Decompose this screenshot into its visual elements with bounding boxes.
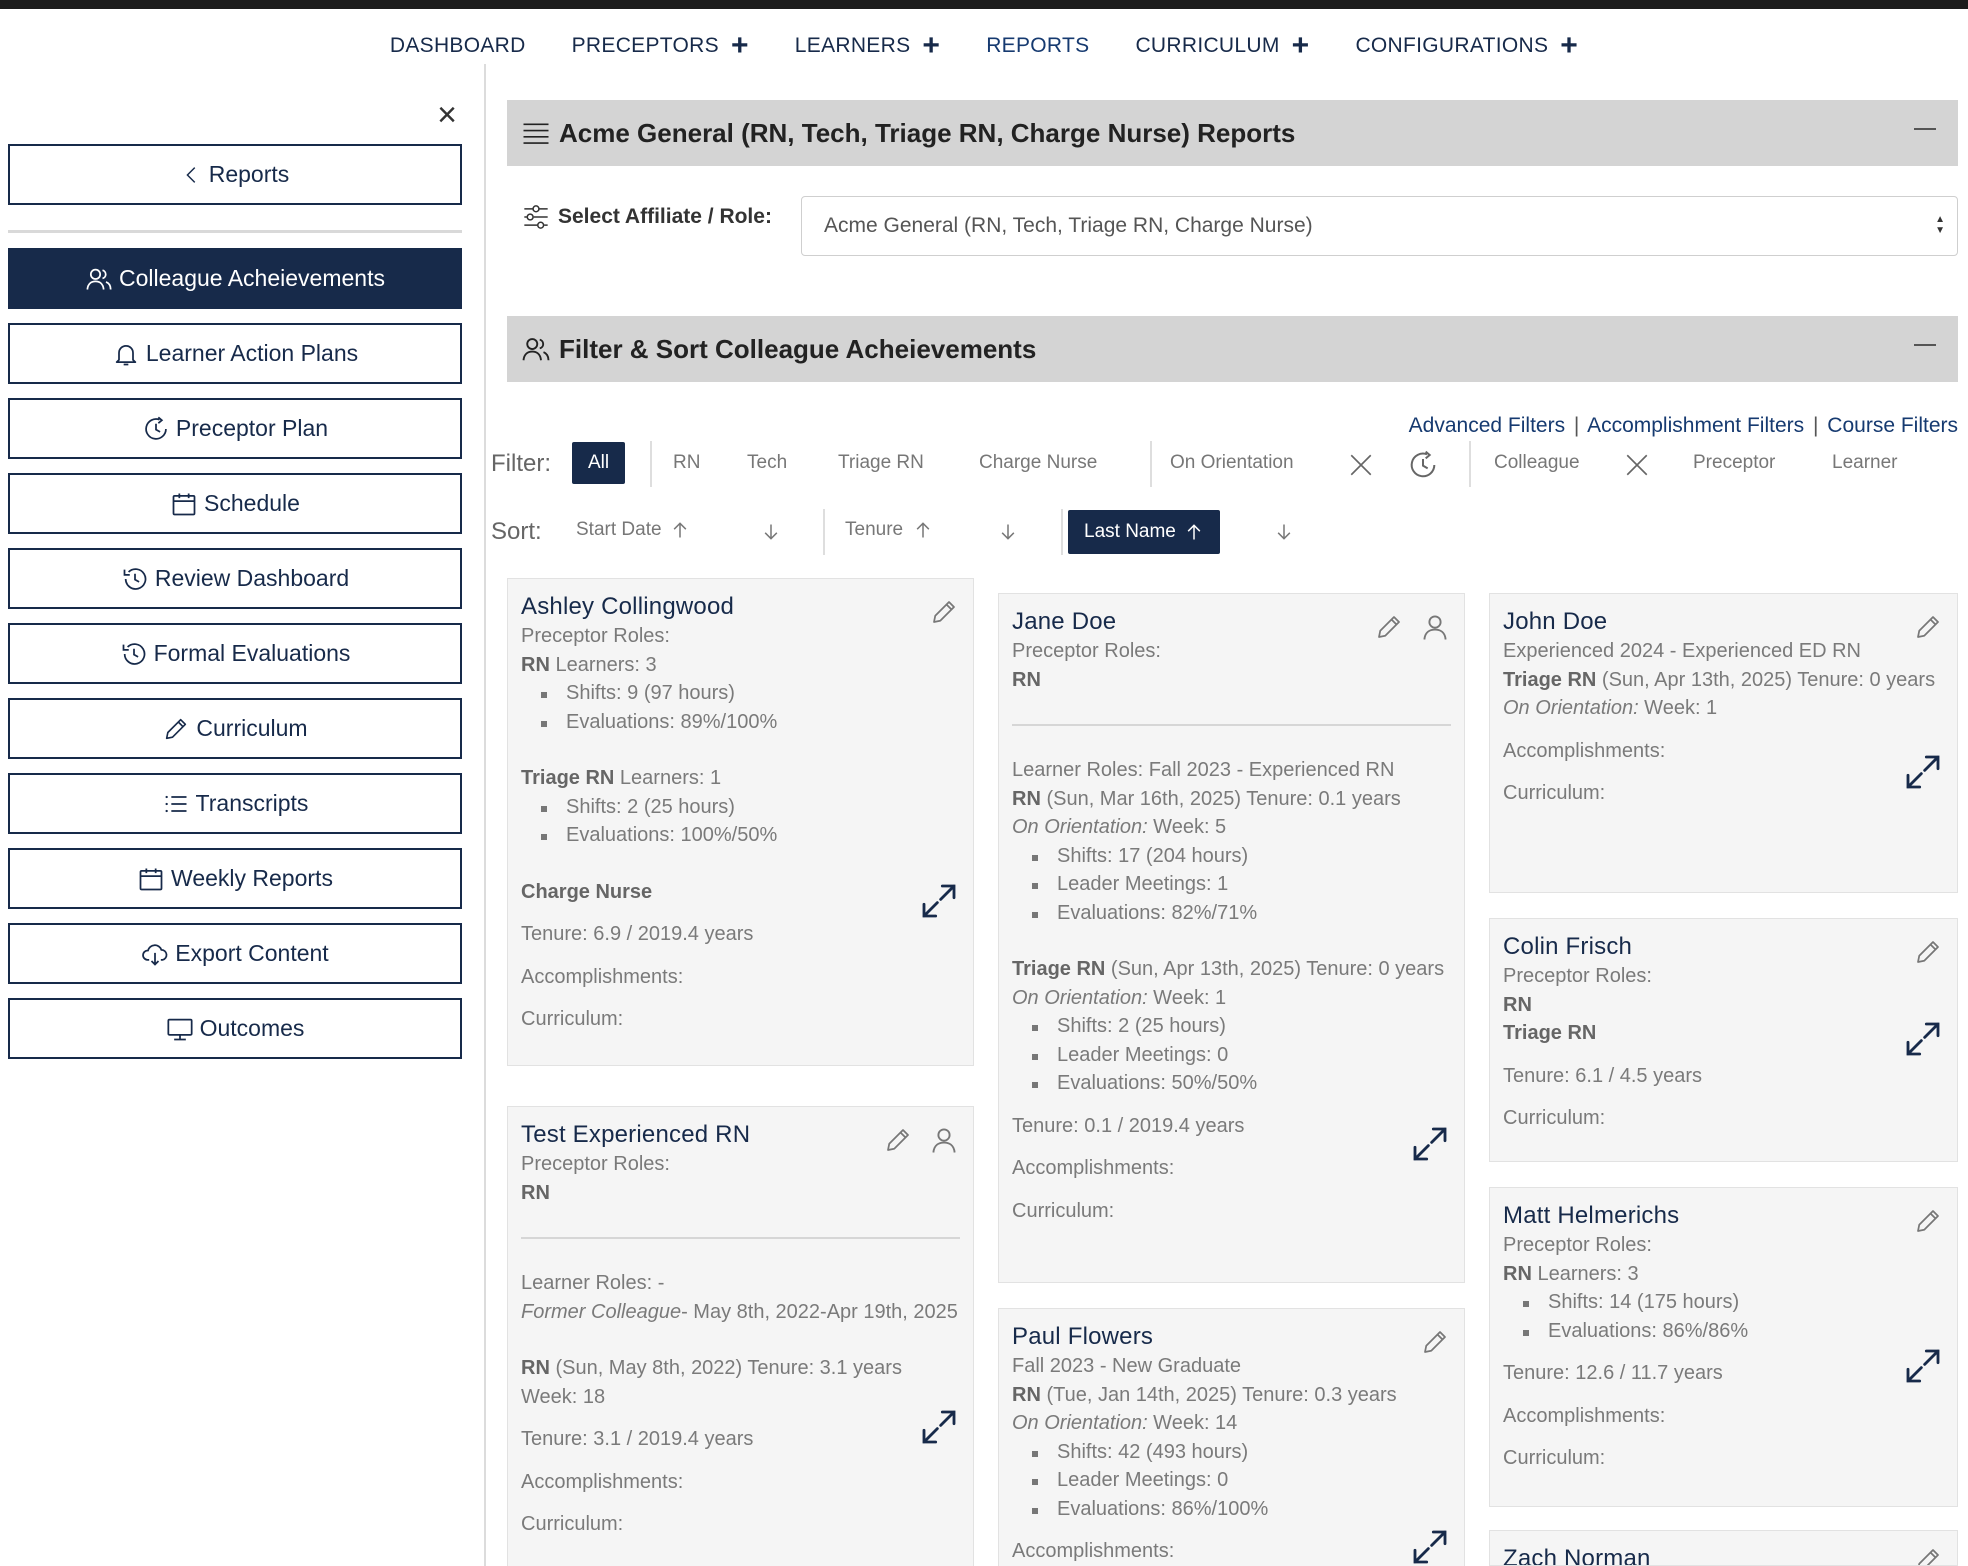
list-item: Evaluations: 89%/100% [566, 708, 960, 737]
accomplishments-label: Accomplishments: [1503, 1404, 1666, 1427]
card-divider [521, 1237, 960, 1239]
filter-triage-rn-chip[interactable]: Triage RN [838, 452, 924, 473]
affiliate-role-select[interactable] [801, 196, 1958, 256]
filter-divider [1150, 441, 1152, 487]
clear-orientation-x-icon[interactable] [1348, 452, 1374, 478]
role-name: Triage RN [1012, 958, 1106, 980]
filter-tech-chip[interactable]: Tech [747, 452, 788, 473]
users-icon [85, 265, 113, 293]
colleague-card-john-doe [1489, 593, 1958, 893]
role-line [521, 651, 960, 680]
on-orientation-label: On Orientation: [1012, 1412, 1148, 1434]
sidebar-border [484, 64, 486, 1566]
filter-divider [650, 441, 652, 487]
orientation-line [1012, 984, 1451, 1013]
cloud-download-icon [141, 940, 169, 968]
expand-icon[interactable] [919, 1407, 959, 1447]
sidebar-item-transcripts[interactable] [8, 773, 462, 834]
orientation-line [1503, 694, 1944, 723]
sidebar-item-preceptor-plan[interactable] [8, 398, 462, 459]
card-actions [1897, 1545, 1943, 1566]
sidebar-item-export-content[interactable] [8, 923, 462, 984]
filter-links [1409, 414, 1958, 438]
role-name: Triage RN [1503, 1022, 1597, 1044]
tenure-text: Tenure: 3.1 / 2019.4 years [521, 1428, 754, 1450]
calendar-icon [170, 490, 198, 518]
tenure-text: Tenure: 0.1 / 2019.4 years [1012, 1114, 1245, 1137]
role-detail: (Sun, Mar 16th, 2025) Tenure: 0.1 years [1040, 787, 1401, 810]
card-actions [913, 597, 959, 627]
list-item: Shifts: 2 (25 hours) [1057, 1012, 1451, 1041]
group-text: Experienced 2024 - Experienced ED RN [1503, 640, 1861, 662]
history-icon [121, 565, 149, 593]
colleague-card-jane-doe [998, 593, 1465, 1283]
accomplishments-label: Accomplishments: [1503, 739, 1666, 762]
filter-learner-chip[interactable]: Learner [1832, 452, 1898, 473]
colleague-name[interactable]: Matt Helmerichs [1503, 1202, 1680, 1229]
card-divider [1012, 724, 1451, 726]
bell-icon [112, 340, 140, 368]
colleague-card-paul-flowers [998, 1308, 1465, 1566]
curriculum-label: Curriculum: [521, 1008, 624, 1030]
top-bar [0, 0, 1968, 9]
filter-colleague-chip[interactable]: Colleague [1494, 452, 1580, 473]
curriculum-label: Curriculum: [1503, 1107, 1606, 1129]
stats-list [1012, 842, 1451, 928]
role-detail: (Tue, Jan 14th, 2025) Tenure: 0.3 years [1040, 1383, 1397, 1406]
nav-dashboard[interactable] [390, 34, 526, 58]
curriculum-label: Curriculum: [1503, 782, 1606, 804]
course-filters-link[interactable]: Course Filters [1827, 414, 1958, 437]
plus-icon[interactable]: + [730, 29, 749, 62]
sort-tenure-asc[interactable] [845, 519, 933, 541]
role-line [521, 1354, 960, 1383]
role-name: RN [1503, 993, 1532, 1016]
role-line [1503, 1260, 1944, 1289]
colleague-card-colin-frisch [1489, 918, 1958, 1162]
pencil-icon [162, 715, 190, 743]
role-detail: (Sun, Apr 13th, 2025) Tenure: 0 years [1596, 668, 1936, 691]
week-text: Week: 18 [521, 1385, 606, 1408]
role-name: RN [521, 653, 550, 676]
plus-icon[interactable]: + [1560, 29, 1579, 62]
clock-refresh-icon [142, 415, 170, 443]
role-line [521, 878, 960, 907]
colleague-name[interactable]: Test Experienced RN [521, 1121, 751, 1148]
role-name: Charge Nurse [521, 880, 653, 903]
nav-reports-label: REPORTS [986, 34, 1090, 57]
former-colleague-dates: - May 8th, 2022-Apr 19th, 2025 [681, 1300, 958, 1323]
role-name: RN [521, 1357, 550, 1379]
list-item: Shifts: 2 (25 hours) [566, 793, 960, 822]
pencil-icon[interactable] [1913, 612, 1943, 642]
list-item: Leader Meetings: 1 [1057, 870, 1451, 899]
card-actions [1897, 1206, 1943, 1236]
back-label: Reports [208, 161, 290, 187]
calendar-icon [137, 865, 165, 893]
learner-count: Learners: 3 [1531, 1262, 1639, 1285]
role-line [1503, 666, 1944, 695]
list-item: Evaluations: 86%/100% [1057, 1495, 1451, 1524]
reset-filter-icon[interactable] [1407, 449, 1439, 481]
preceptor-roles-label: Preceptor Roles: [1503, 1234, 1652, 1256]
colleague-card-zach-norman [1489, 1530, 1958, 1566]
menu-icon [521, 118, 551, 148]
expand-icon[interactable] [1903, 1019, 1943, 1059]
list-item: Shifts: 14 (175 hours) [1548, 1288, 1944, 1317]
role-line [1012, 1381, 1451, 1410]
pencil-icon[interactable] [1420, 1327, 1450, 1357]
role-name: Triage RN [1503, 668, 1597, 691]
pencil-icon[interactable] [1913, 1545, 1943, 1566]
role-line [1503, 1019, 1944, 1048]
colleague-name[interactable]: Paul Flowers [1012, 1323, 1154, 1350]
arrow-up-icon [913, 520, 933, 540]
close-icon[interactable]: × [437, 96, 457, 134]
card-actions [1897, 612, 1943, 642]
stats-list [1503, 1288, 1944, 1345]
filter-preceptor-chip[interactable]: Preceptor [1693, 452, 1776, 473]
filter-label: Filter: [491, 450, 551, 477]
sidebar-item-weekly-reports[interactable] [8, 848, 462, 909]
tenure-text: Tenure: 12.6 / 11.7 years [1503, 1362, 1723, 1384]
role-line [1012, 785, 1451, 814]
sidebar-item-formal-evaluations[interactable] [8, 623, 462, 684]
sidebar-item-label: Learner Action Plans [145, 340, 359, 366]
on-orientation-label: On Orientation: [1012, 816, 1148, 838]
select-arrows-icon: ▲ ▼ [1935, 214, 1945, 236]
nav-learners-label: LEARNERS [794, 34, 911, 57]
reports-section-header[interactable] [507, 100, 1958, 166]
former-colleague-line [521, 1298, 960, 1327]
pencil-icon[interactable] [883, 1125, 913, 1155]
role-line [1012, 955, 1451, 984]
sidebar-item-curriculum[interactable] [8, 698, 462, 759]
arrow-up-icon [1184, 522, 1204, 542]
on-orientation-label: On Orientation: [1012, 986, 1148, 1009]
list-item: Leader Meetings: 0 [1057, 1466, 1451, 1495]
sidebar-divider [8, 230, 462, 233]
role-name: RN [521, 1181, 550, 1204]
sort-last-name-label: Last Name [1084, 521, 1176, 542]
learner-count: Learners: 1 [614, 767, 722, 789]
expand-icon[interactable] [1903, 752, 1943, 792]
learner-count: Learners: 3 [549, 653, 657, 676]
role-name: RN [1503, 1262, 1532, 1285]
colleague-card-ashley-collingwood [507, 578, 974, 1066]
role-detail: (Sun, May 8th, 2022) Tenure: 3.1 years [549, 1357, 902, 1379]
role-line [521, 1179, 960, 1208]
nav-dashboard-label: DASHBOARD [389, 34, 526, 57]
expand-icon[interactable] [919, 881, 959, 921]
sidebar-item-label: Schedule [204, 490, 300, 516]
sliders-icon [522, 203, 550, 231]
preceptor-roles-label: Preceptor Roles: [521, 625, 670, 647]
week-text: Week: 1 [1147, 986, 1227, 1009]
sidebar-item-label: Weekly Reports [171, 865, 333, 891]
week-text: Week: 14 [1147, 1412, 1238, 1434]
sidebar-item-learner-action-plans[interactable] [8, 323, 462, 384]
stats-list [1012, 1438, 1451, 1524]
collapse-icon[interactable] [1914, 344, 1936, 346]
filter-on-orientation-chip[interactable]: On Orientation [1170, 452, 1294, 473]
plus-icon[interactable]: + [1291, 29, 1310, 62]
history-icon [120, 640, 148, 668]
sort-label: Sort: [491, 518, 542, 545]
role-detail: (Sun, Apr 13th, 2025) Tenure: 0 years [1105, 958, 1445, 980]
colleague-name[interactable]: John Doe [1503, 608, 1608, 635]
accomplishment-filters-link[interactable]: Accomplishment Filters [1587, 414, 1805, 437]
filter-all-chip[interactable]: All [572, 442, 625, 484]
nav-reports[interactable] [986, 34, 1089, 58]
week-text: Week: 1 [1638, 697, 1718, 719]
nav-learners[interactable] [795, 31, 940, 61]
nav-preceptors-label: PRECEPTORS [571, 34, 719, 57]
list-item: Shifts: 9 (97 hours) [566, 679, 960, 708]
colleague-name[interactable]: Zach Norman [1503, 1545, 1651, 1566]
orientation-line [1012, 813, 1451, 842]
link-separator: | [1573, 414, 1580, 437]
list-item: Evaluations: 100%/50% [566, 821, 960, 850]
role-name: Triage RN [521, 767, 615, 789]
tenure-text: Tenure: 6.9 / 2019.4 years [521, 923, 754, 945]
sidebar-item-label: Colleague Acheievements [119, 265, 385, 291]
pencil-icon[interactable] [929, 597, 959, 627]
reports-section-title: Acme General (RN, Tech, Triage RN, Charge Nurse) Reports [559, 117, 1296, 148]
accomplishments-label: Accomplishments: [1012, 1157, 1175, 1179]
former-colleague-label: Former Colleague [521, 1300, 682, 1323]
affiliate-role-label [522, 203, 772, 231]
card-actions [1404, 1327, 1450, 1357]
on-orientation-label: On Orientation: [1503, 697, 1639, 719]
user-icon[interactable] [929, 1125, 959, 1155]
arrow-up-icon [670, 520, 690, 540]
main-nav [0, 20, 1968, 72]
list-item: Shifts: 17 (204 hours) [1057, 842, 1451, 871]
list-icon [162, 790, 190, 818]
card-actions [1358, 612, 1450, 642]
role-line [1012, 666, 1451, 695]
clear-colleague-x-icon[interactable] [1624, 452, 1650, 478]
list-item: Shifts: 42 (493 hours) [1057, 1438, 1451, 1467]
stats-list [521, 679, 960, 736]
stats-list [521, 793, 960, 850]
expand-icon[interactable] [1903, 1346, 1943, 1386]
sort-start-date-desc-arrow-icon[interactable] [761, 522, 781, 542]
select-label-text: Select Affiliate / Role: [558, 205, 772, 228]
sidebar-item-review-dashboard[interactable] [8, 548, 462, 609]
filter-section-header[interactable] [507, 316, 1958, 382]
colleague-name[interactable]: Colin Frisch [1503, 933, 1633, 960]
pencil-icon[interactable] [1913, 937, 1943, 967]
advanced-filters-link[interactable]: Advanced Filters [1408, 414, 1566, 437]
colleague-name[interactable]: Ashley Collingwood [521, 593, 735, 620]
card-actions [1897, 937, 1943, 967]
nav-configurations-label: CONFIGURATIONS [1355, 34, 1549, 57]
user-icon[interactable] [1420, 612, 1450, 642]
select-value: Acme General (RN, Tech, Triage RN, Charge Nurse) [824, 214, 1313, 237]
sidebar-item-outcomes[interactable] [8, 998, 462, 1059]
role-line [521, 764, 960, 793]
accomplishments-label: Accomplishments: [521, 1470, 684, 1493]
week-text: Week: 5 [1147, 816, 1227, 838]
learner-roles-label: Learner Roles: - [521, 1272, 665, 1294]
sort-start-date-asc[interactable] [576, 519, 690, 541]
filter-divider [1469, 441, 1471, 487]
list-item: Leader Meetings: 0 [1057, 1041, 1451, 1070]
expand-icon[interactable] [1410, 1527, 1450, 1566]
sidebar-item-label: Curriculum [196, 715, 308, 741]
orientation-line [1012, 1409, 1451, 1438]
nav-curriculum[interactable] [1135, 31, 1309, 61]
nav-curriculum-label: CURRICULUM [1135, 34, 1280, 57]
filter-section-title: Filter & Sort Colleague Acheievements [559, 333, 1037, 364]
colleague-card-test-experienced-rn [507, 1106, 974, 1566]
users-icon [521, 334, 551, 364]
pencil-icon[interactable] [1374, 612, 1404, 642]
preceptor-roles-label: Preceptor Roles: [1012, 640, 1161, 662]
sidebar-item-colleague-achievements[interactable] [8, 248, 462, 309]
role-name: RN [1012, 787, 1041, 810]
curriculum-label: Curriculum: [1012, 1199, 1115, 1222]
accomplishments-label: Accomplishments: [1012, 1540, 1175, 1562]
monitor-icon [166, 1015, 194, 1043]
sidebar-item-label: Export Content [175, 940, 329, 966]
sidebar-item-label: Preceptor Plan [175, 415, 329, 441]
curriculum-label: Curriculum: [521, 1513, 624, 1535]
link-separator: | [1812, 414, 1819, 437]
list-item: Evaluations: 82%/71% [1057, 899, 1451, 928]
preceptor-roles-label: Preceptor Roles: [521, 1153, 670, 1175]
sort-divider [823, 509, 825, 555]
sort-start-date-label: Start Date [576, 519, 662, 540]
nav-configurations[interactable] [1355, 31, 1578, 61]
accomplishments-label: Accomplishments: [521, 965, 684, 988]
collapse-icon[interactable] [1914, 128, 1936, 130]
sort-tenure-desc-arrow-icon[interactable] [998, 522, 1018, 542]
curriculum-label: Curriculum: [1503, 1447, 1606, 1469]
filter-rn-chip[interactable]: RN [673, 452, 701, 473]
group-text: Fall 2023 - New Graduate [1012, 1355, 1242, 1377]
role-name: RN [1012, 668, 1041, 691]
list-item: Evaluations: 50%/50% [1057, 1069, 1451, 1098]
role-name: RN [1012, 1383, 1041, 1406]
tenure-text: Tenure: 6.1 / 4.5 years [1503, 1064, 1703, 1087]
sidebar-item-label: Outcomes [199, 1015, 305, 1041]
plus-icon[interactable]: + [922, 29, 941, 62]
expand-icon[interactable] [1410, 1124, 1450, 1164]
card-actions [867, 1125, 959, 1155]
sort-last-name-desc-arrow-icon[interactable] [1274, 522, 1294, 542]
back-to-reports-button[interactable] [8, 144, 462, 205]
learner-roles-label: Learner Roles: Fall 2023 - Experienced RN [1012, 759, 1395, 781]
sort-divider [1061, 509, 1063, 555]
stats-list [1012, 1012, 1451, 1098]
filter-charge-nurse-chip[interactable]: Charge Nurse [979, 452, 1098, 473]
list-item: Evaluations: 86%/86% [1548, 1317, 1944, 1346]
sidebar-item-label: Formal Evaluations [153, 640, 351, 666]
sidebar-item-schedule[interactable] [8, 473, 462, 534]
sidebar-item-label: Review Dashboard [154, 565, 350, 591]
colleague-name[interactable]: Jane Doe [1012, 608, 1117, 635]
sidebar-item-label: Transcripts [195, 790, 309, 816]
colleague-card-matt-helmerichs [1489, 1187, 1958, 1507]
sort-tenure-label: Tenure [845, 519, 904, 540]
chevron-left-icon [181, 164, 203, 186]
nav-preceptors[interactable] [572, 31, 749, 61]
sort-last-name-asc[interactable] [1068, 510, 1220, 554]
pencil-icon[interactable] [1913, 1206, 1943, 1236]
preceptor-roles-label: Preceptor Roles: [1503, 965, 1652, 987]
role-line [1503, 991, 1944, 1020]
